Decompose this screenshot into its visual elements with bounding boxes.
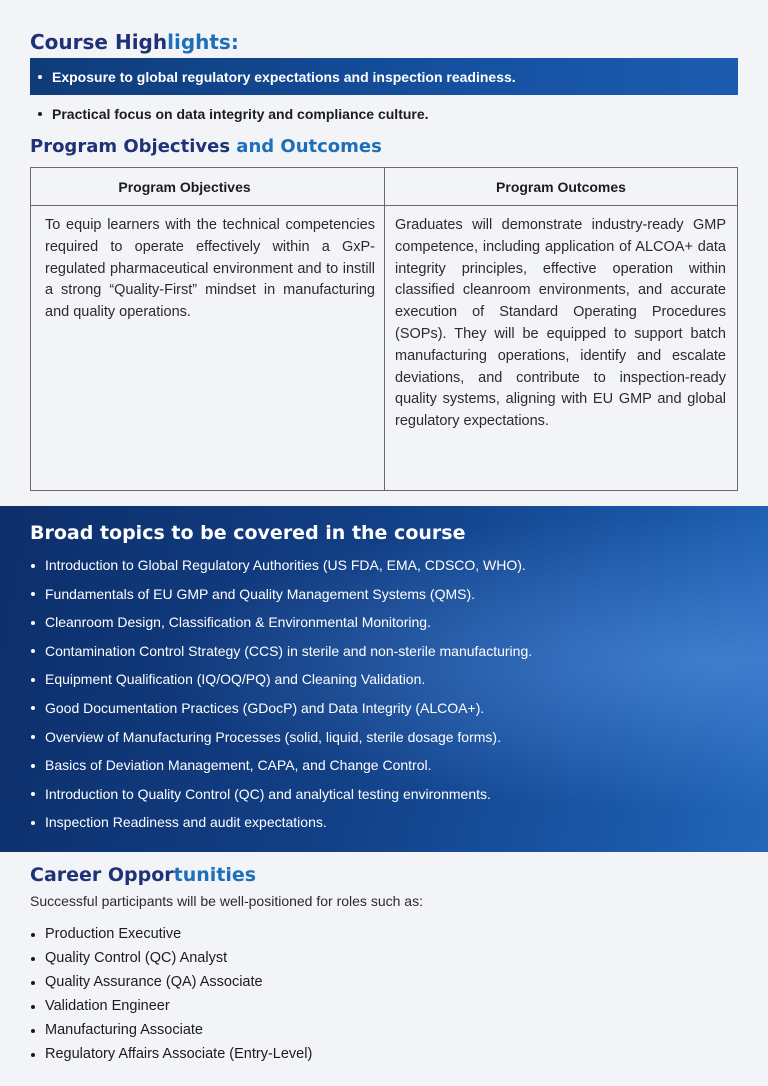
topics-list <box>30 551 532 837</box>
topic-item: Basics of Deviation Management, CAPA, and Change Control. <box>30 751 532 780</box>
role-item: Regulatory Affairs Associate (Entry-Level) <box>30 1042 312 1066</box>
topic-item: Cleanroom Design, Classification & Environmental Monitoring. <box>30 608 532 637</box>
role-item: Quality Control (QC) Analyst <box>30 946 312 970</box>
topics-band <box>0 506 768 852</box>
role-item: Validation Engineer <box>30 994 312 1018</box>
topics-title: Broad topics to be covered in the course <box>30 522 466 544</box>
career-intro: Successful participants will be well-positioned for roles such as: <box>30 893 423 909</box>
highlight-text: Exposure to global regulatory expectations and inspection readiness. <box>52 68 516 85</box>
objectives-section-title: Program Objectives and Outcomes <box>30 136 382 157</box>
topic-item: Fundamentals of EU GMP and Quality Management Systems (QMS). <box>30 580 532 609</box>
topic-item: Overview of Manufacturing Processes (solid, liquid, sterile dosage forms). <box>30 723 532 752</box>
outcomes-cell: Graduates will demonstrate industry-ready GMP competence, including application of ALCOA+ data integrity principles, effective operation within classified cleanroom environments, and accurate execution of Standard Operating Procedures (SOPs). They will be equipped to support batch manufacturing operations, identify and escalate deviations, and contribute to inspection-ready quality systems, aligning with EU GMP and global regulatory expectations. <box>395 217 726 430</box>
highlight-item-2 <box>30 104 429 124</box>
role-item: Quality Assurance (QA) Associate <box>30 970 312 994</box>
objectives-cell: To equip learners with the technical competencies required to operate effectively within a GxP-regulated pharmaceutical environment and to instill a strong “Quality-First” mindset in manufacturing and quality operations. <box>45 217 375 321</box>
topic-item: Introduction to Quality Control (QC) and analytical testing environments. <box>30 780 532 809</box>
course-highlights-title: Course Highlights: <box>30 30 239 54</box>
highlight-text: Practical focus on data integrity and compliance culture. <box>52 106 429 122</box>
table-divider <box>384 168 385 490</box>
role-item: Production Executive <box>30 922 312 946</box>
bullet-icon <box>38 112 42 116</box>
table-header-divider <box>31 205 737 206</box>
table-header-objectives: Program Objectives <box>118 178 251 195</box>
objectives-outcomes-table <box>30 167 738 491</box>
career-title: Career Opportunities <box>30 864 257 886</box>
table-header-outcomes: Program Outcomes <box>496 178 626 195</box>
topic-item: Contamination Control Strategy (CCS) in sterile and non-sterile manufacturing. <box>30 637 532 666</box>
topic-item: Good Documentation Practices (GDocP) and Data Integrity (ALCOA+). <box>30 694 532 723</box>
role-item: Manufacturing Associate <box>30 1018 312 1042</box>
topic-item: Equipment Qualification (IQ/OQ/PQ) and Cleaning Validation. <box>30 665 532 694</box>
topic-item: Introduction to Global Regulatory Authorities (US FDA, EMA, CDSCO, WHO). <box>30 551 532 580</box>
highlight-item-1 <box>30 58 738 95</box>
topic-item: Inspection Readiness and audit expectations. <box>30 808 532 837</box>
bullet-icon <box>38 75 42 79</box>
career-roles-list <box>30 922 312 1066</box>
